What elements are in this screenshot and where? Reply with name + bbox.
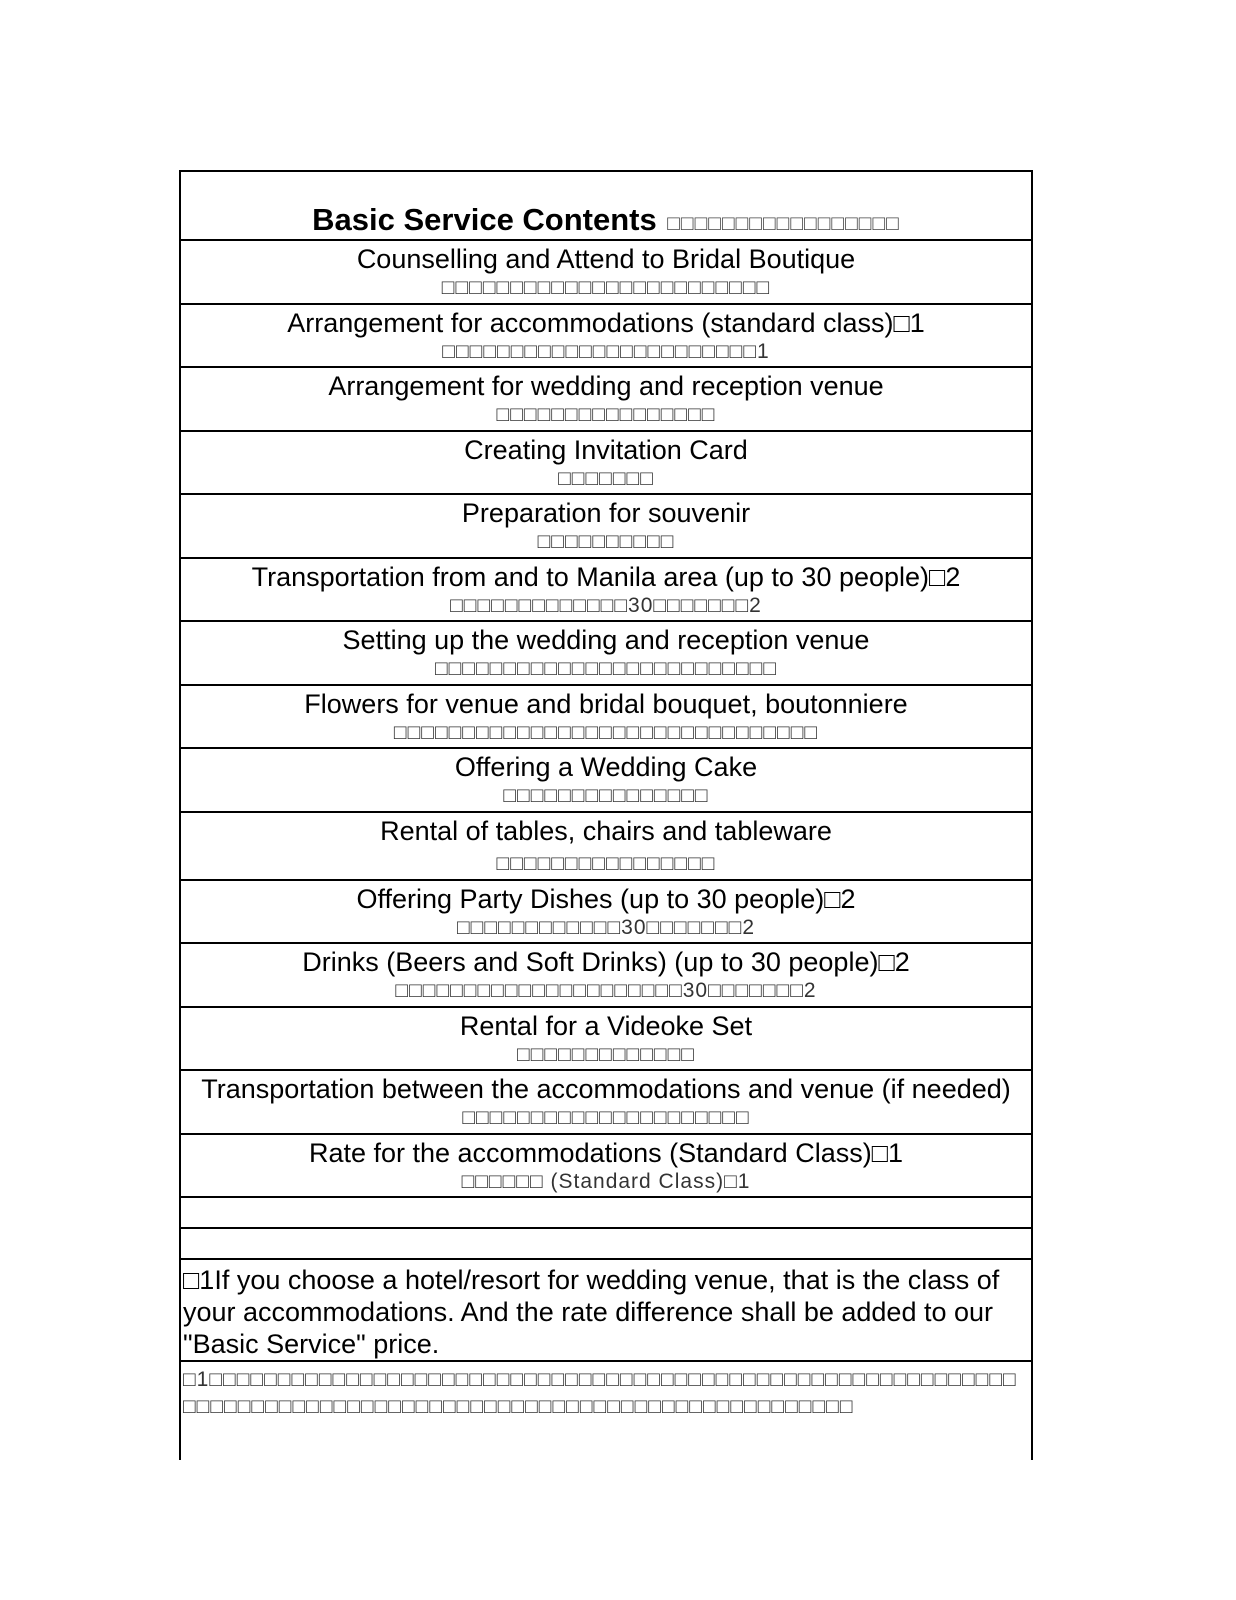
service-row [181, 881, 1031, 944]
service-name: Rental for a Videoke Set [459, 1011, 753, 1041]
service-name-jp: □□□□□□□□□□□□□□□□□□□□□□□□□ [434, 657, 778, 680]
service-row [181, 432, 1031, 495]
service-table [179, 170, 1033, 1460]
service-name-jp: □□□□□□□□□□□□□30□□□□□□□2 [450, 594, 762, 617]
service-name: Transportation from and to Manila area (up to 30 people)□2 [251, 562, 961, 592]
service-name: Transportation between the accommodations and venue (if needed) [201, 1074, 1011, 1104]
title-row [181, 172, 1031, 241]
service-name-jp: □□□□□□□□□□□□□ [517, 1043, 695, 1066]
footnote-text: □1If you choose a hotel/resort for wedding venue, that is the class of your accommodations. And the rate difference shall be added to our "Basic Service" price. [183, 1265, 1000, 1359]
service-name-jp: □□□□□□ (Standard Class)□1 [461, 1170, 751, 1193]
empty-row [181, 1198, 1031, 1229]
service-name-jp: □□□□□□□□□□□□□□□ [503, 784, 709, 807]
service-name-jp: □□□□□□□□□□□□□□□□□□□□□□□□□□□□□□□ [393, 721, 819, 744]
footnote-text-jp: □1□□□□□□□□□□□□□□□□□□□□□□□□□□□□□□□□□□□□□□□□□□□□□□□□□□□□□□□□□□□□□□□□□□□□□□□□□□□□□□□□□□□□□□□□□□□□□□□□□□□□□□□□□□□□ [183, 1368, 1017, 1418]
service-row [181, 305, 1031, 368]
service-name-jp: □□□□□□□□□□□□□□□□□□□□□ [462, 1106, 750, 1129]
table-title-jp: □□□□□□□□□□□□□□□□□ [667, 212, 900, 235]
service-row [181, 1135, 1031, 1198]
service-name: Offering a Wedding Cake [454, 752, 758, 782]
service-name-jp: □□□□□□□□□□□□30□□□□□□□2 [456, 916, 756, 939]
service-row [181, 495, 1031, 559]
service-row [181, 368, 1031, 432]
service-name: Creating Invitation Card [464, 435, 748, 465]
service-name: Setting up the wedding and reception venue [342, 625, 870, 655]
service-name: Rate for the accommodations (Standard Class)□1 [308, 1138, 904, 1168]
service-name: Flowers for venue and bridal bouquet, boutonniere [304, 689, 908, 719]
service-row [181, 1008, 1031, 1071]
service-row [181, 749, 1031, 813]
service-name: Arrangement for wedding and reception venue [328, 371, 884, 401]
service-name-jp: □□□□□□□□□□□□□□□□ [496, 852, 716, 875]
service-name-jp: □□□□□□□□□□ [537, 530, 675, 553]
service-name: Drinks (Beers and Soft Drinks) (up to 30 people)□2 [302, 947, 910, 977]
service-row [181, 559, 1031, 622]
service-name-jp: □□□□□□□□□□□□□□□□□□□□□30□□□□□□□2 [395, 979, 817, 1002]
service-row [181, 622, 1031, 686]
service-row [181, 686, 1031, 749]
service-name-jp: □□□□□□□□□□□□□□□□□□□□□□□1 [442, 340, 770, 363]
service-row [181, 813, 1031, 881]
empty-row [181, 1229, 1031, 1260]
service-name-jp: □□□□□□□ [558, 467, 654, 490]
service-row [181, 1071, 1031, 1135]
footnote-row [181, 1260, 1031, 1362]
footnote-jp-row [181, 1362, 1031, 1462]
service-name: Offering Party Dishes (up to 30 people)□2 [356, 884, 856, 914]
service-name: Counselling and Attend to Bridal Boutique [356, 244, 856, 274]
service-row [181, 241, 1031, 305]
table-title: Basic Service Contents [312, 202, 657, 237]
service-row [181, 944, 1031, 1008]
service-name: Rental of tables, chairs and tableware [380, 816, 832, 846]
service-name: Preparation for souvenir [461, 498, 751, 528]
service-name-jp: □□□□□□□□□□□□□□□□□□□□□□□□ [441, 276, 771, 299]
service-name: Arrangement for accommodations (standard class)□1 [287, 308, 925, 338]
service-name-jp: □□□□□□□□□□□□□□□□ [496, 403, 716, 426]
